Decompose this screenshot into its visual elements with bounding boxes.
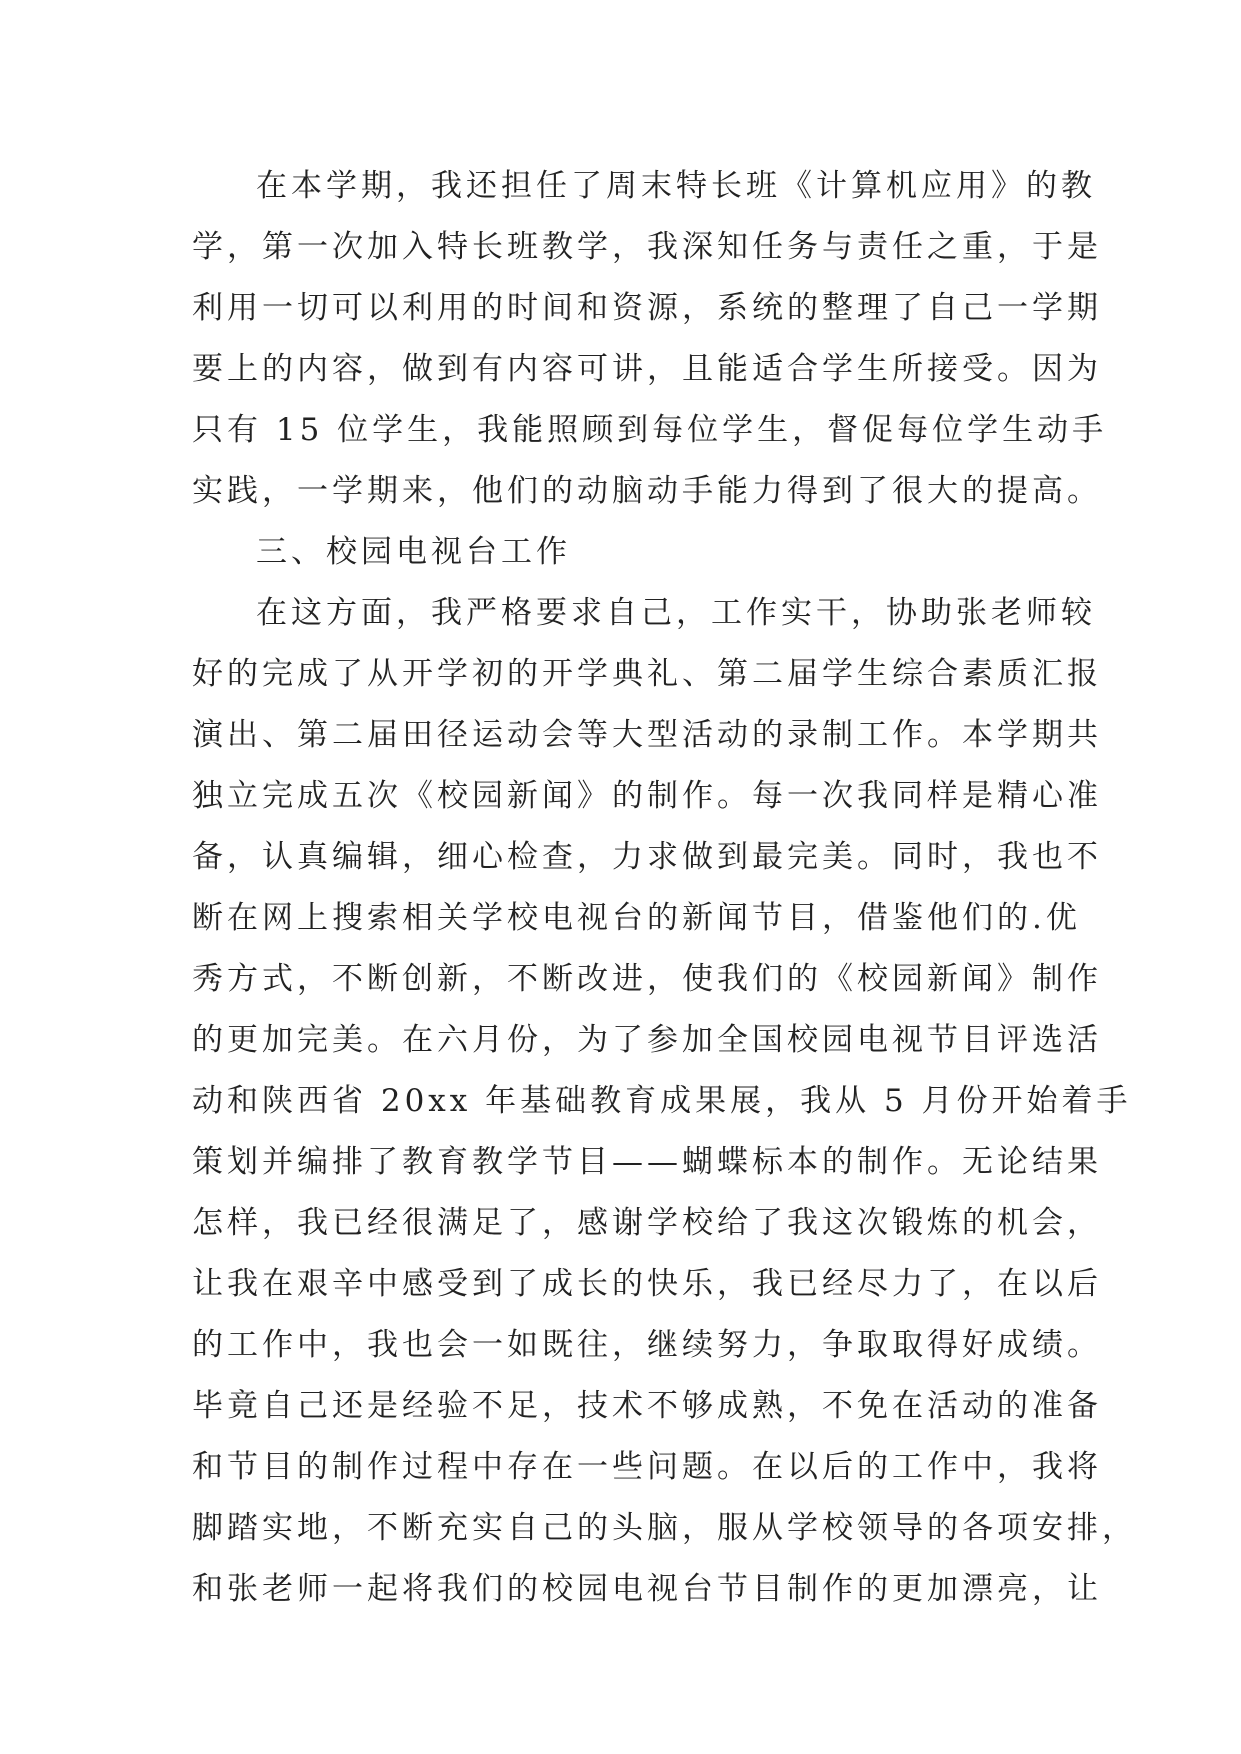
document-body [192,156,1137,1620]
text-line: 的工作中，我也会一如既往，继续努力，争取取得好成绩。 [192,1327,1102,1363]
text-line: 动和陕西省 20xx 年基础教育成果展，我从 5 月份开始着手 [192,1083,1132,1119]
text-line: 在本学期，我还担任了周末特长班《计算机应用》的教 [256,168,1096,204]
text-line: 毕竟自己还是经验不足，技术不够成熟，不免在活动的准备 [192,1388,1102,1424]
text-line: 让我在艰辛中感受到了成长的快乐，我已经尽力了，在以后 [192,1266,1102,1302]
text-line: 策划并编排了教育教学节目——蝴蝶标本的制作。无论结果 [192,1144,1102,1180]
text-line: 实践，一学期来，他们的动脑动手能力得到了很大的提高。 [192,473,1102,509]
text-line: 备，认真编辑，细心检查，力求做到最完美。同时，我也不 [192,839,1102,875]
text-line: 学，第一次加入特长班教学，我深知任务与责任之重，于是 [192,229,1102,265]
section-heading: 三、校园电视台工作 [256,534,571,570]
text-line: 和张老师一起将我们的校园电视台节目制作的更加漂亮，让 [192,1571,1102,1607]
text-line: 只有 15 位学生，我能照顾到每位学生，督促每位学生动手 [192,412,1108,448]
text-line: 秀方式，不断创新，不断改进，使我们的《校园新闻》制作 [192,961,1102,997]
text-line: 利用一切可以利用的时间和资源，系统的整理了自己一学期 [192,290,1102,326]
text-line: 要上的内容，做到有内容可讲，且能适合学生所接受。因为 [192,351,1102,387]
text-line: 和节目的制作过程中存在一些问题。在以后的工作中，我将 [192,1449,1102,1485]
text-line: 怎样，我已经很满足了，感谢学校给了我这次锻炼的机会， [192,1205,1102,1241]
text-line: 在这方面，我严格要求自己，工作实干，协助张老师较 [256,595,1096,631]
text-line: 的更加完美。在六月份，为了参加全国校园电视节目评选活 [192,1022,1102,1058]
text-line: 断在网上搜索相关学校电视台的新闻节目，借鉴他们的.优 [192,900,1081,936]
text-line: 好的完成了从开学初的开学典礼、第二届学生综合素质汇报 [192,656,1102,692]
text-line: 独立完成五次《校园新闻》的制作。每一次我同样是精心准 [192,778,1102,814]
text-line: 脚踏实地，不断充实自己的头脑，服从学校领导的各项安排， [192,1510,1137,1546]
text-line: 演出、第二届田径运动会等大型活动的录制工作。本学期共 [192,717,1102,753]
